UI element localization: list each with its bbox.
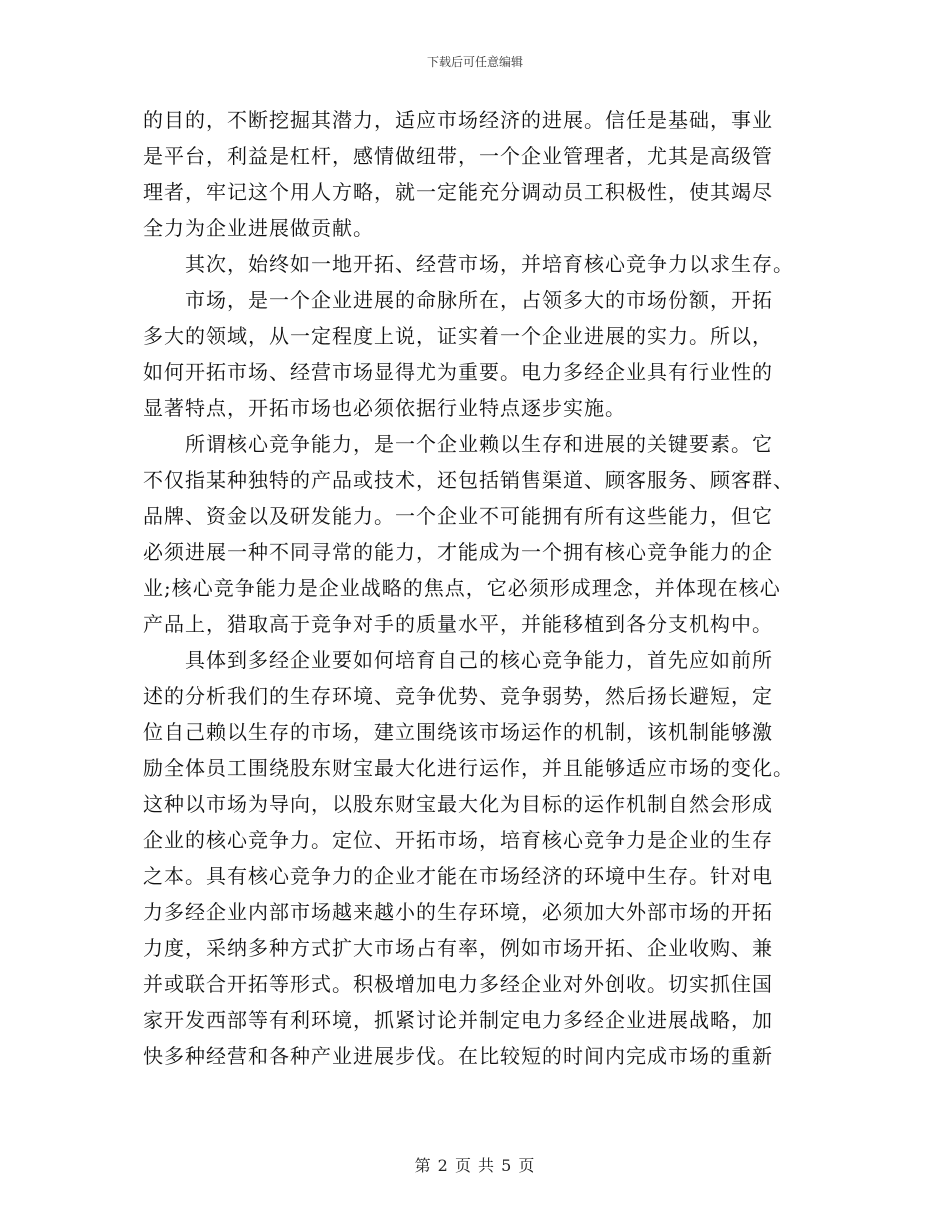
body-line: 之本。具有核心竞争力的企业才能在市场经济的环境中生存。针对电: [143, 864, 773, 888]
body-line: 理者，牢记这个用人方略，就一定能充分调动员工积极性，使其竭尽: [143, 180, 773, 204]
body-line: 力多经企业内部市场越来越小的生存环境，必须加大外部市场的开拓: [143, 900, 773, 924]
paragraph-first-line: 具体到多经企业要如何培育自己的核心竞争能力，首先应如前所: [185, 648, 773, 672]
page-header: 下载后可任意编辑: [426, 55, 523, 69]
body-line: 全力为企业进展做贡献。: [143, 216, 374, 240]
body-line: 品牌、资金以及研发能力。一个企业不可能拥有所有这些能力，但它: [143, 504, 773, 528]
body-line: 显著特点，开拓市场也必须依据行业特点逐步实施。: [143, 396, 626, 420]
paragraph-first-line: 所谓核心竞争能力，是一个企业赖以生存和进展的关键要素。它: [185, 432, 773, 456]
body-line: 述的分析我们的生存环境、竞争优势、竞争弱势，然后扬长避短，定: [143, 684, 773, 708]
body-line: 不仅指某种独特的产品或技术，还包括销售渠道、顾客服务、顾客群、: [143, 468, 794, 492]
document-body: [143, 102, 803, 1074]
body-line: 产品上，猎取高于竞争对手的质量水平，并能移植到各分支机构中。: [143, 612, 773, 636]
body-line: 必须进展一种不同寻常的能力，才能成为一个拥有核心竞争能力的企: [143, 540, 773, 564]
body-line: 快多种经营和各种产业进展步伐。在比较短的时间内完成市场的重新: [143, 1044, 773, 1068]
body-line: 励全体员工围绕股东财宝最大化进行运作，并且能够适应市场的变化。: [143, 756, 794, 780]
body-line: 并或联合开拓等形式。积极增加电力多经企业对外创收。切实抓住国: [143, 972, 773, 996]
body-line: 这种以市场为导向，以股东财宝最大化为目标的运作机制自然会形成: [143, 792, 773, 816]
body-line: 是平台，利益是杠杆，感情做纽带，一个企业管理者，尤其是高级管: [143, 144, 773, 168]
body-line: 家开发西部等有利环境，抓紧讨论并制定电力多经企业进展战略，加: [143, 1008, 773, 1032]
body-line: 业;核心竞争能力是企业战略的焦点，它必须形成理念，并体现在核心: [143, 576, 781, 600]
body-line: 多大的领域，从一定程度上说，证实着一个企业进展的实力。所以，: [143, 324, 773, 348]
page-number-footer: 第 2 页 共 5 页: [414, 1156, 536, 1175]
paragraph-first-line: 其次，始终如一地开拓、经营市场，并培育核心竞争力以求生存。: [185, 252, 794, 276]
body-line: 如何开拓市场、经营市场显得尤为重要。电力多经企业具有行业性的: [143, 360, 773, 384]
paragraph-first-line: 市场，是一个企业进展的命脉所在，占领多大的市场份额，开拓: [185, 288, 773, 312]
body-line: 力度，采纳多种方式扩大市场占有率，例如市场开拓、企业收购、兼: [143, 936, 773, 960]
body-line: 的目的，不断挖掘其潜力，适应市场经济的进展。信任是基础，事业: [143, 108, 773, 132]
body-line: 位自己赖以生存的市场，建立围绕该市场运作的机制，该机制能够激: [143, 720, 773, 744]
body-line: 企业的核心竞争力。定位、开拓市场，培育核心竞争力是企业的生存: [143, 828, 773, 852]
